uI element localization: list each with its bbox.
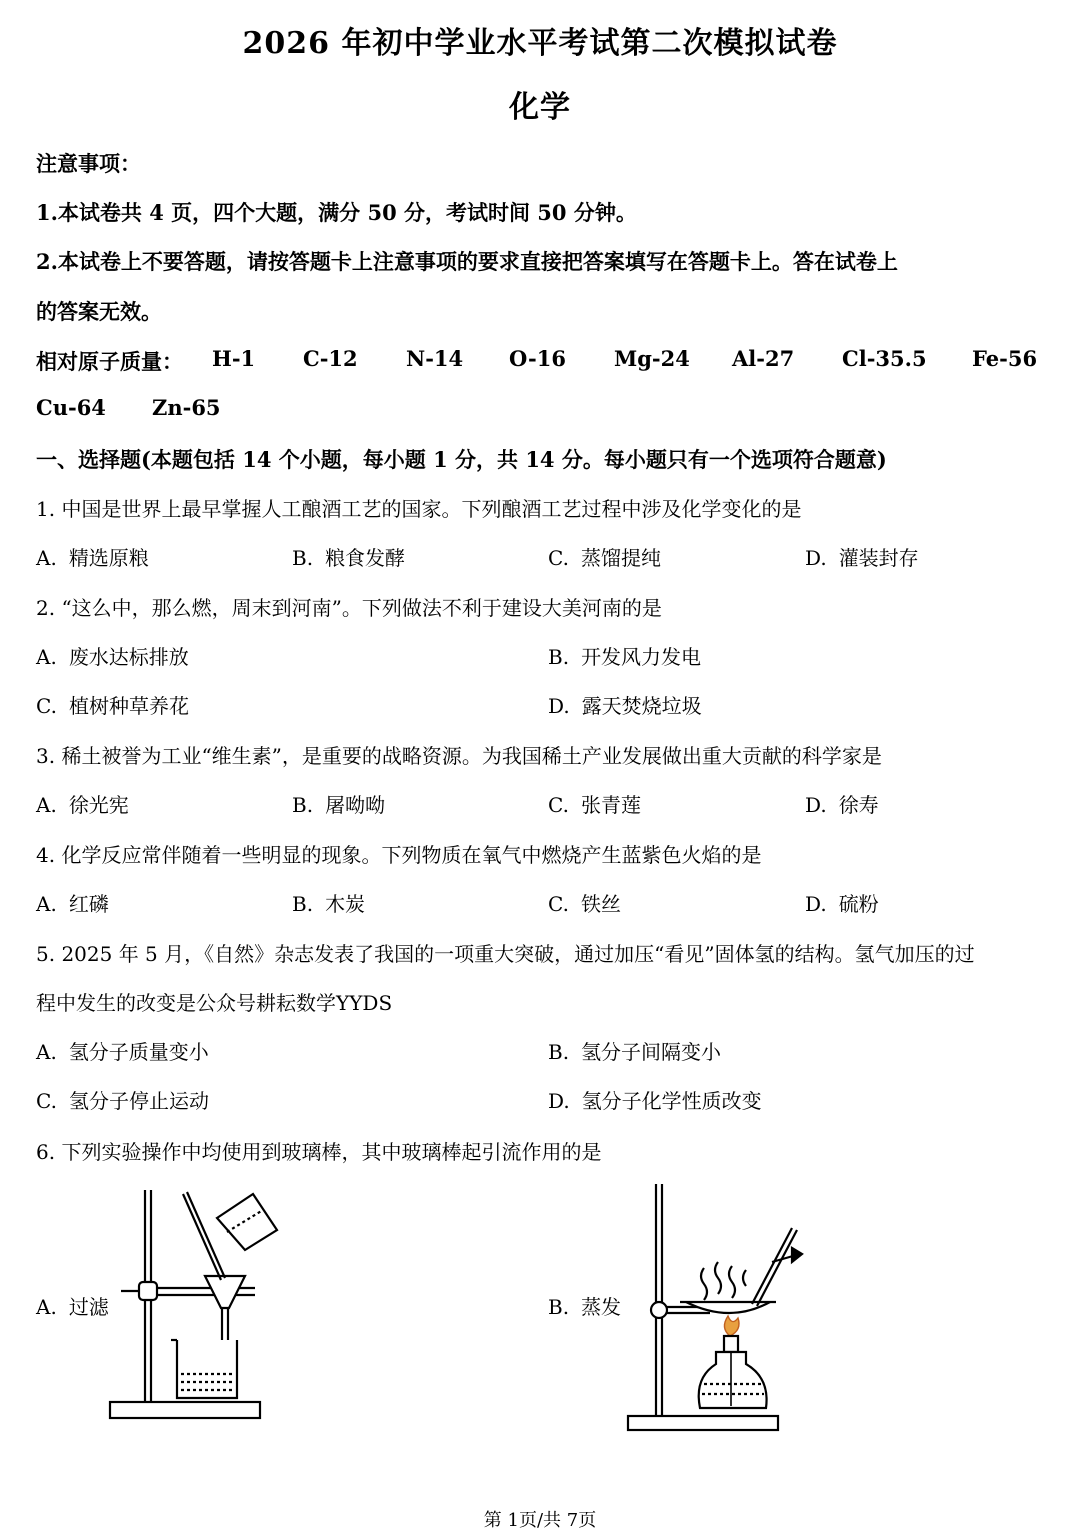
option-text: 精选原粮 xyxy=(68,546,149,570)
q6-option-a[interactable] xyxy=(36,1292,109,1322)
q5-option-d[interactable] xyxy=(548,1086,762,1116)
option-letter: A. xyxy=(36,1295,57,1319)
question-3-stem: 3. 稀土被誉为工业“维生素”，是重要的战略资源。为我国稀土产业发展做出重大贡献的科学家是 xyxy=(36,744,882,768)
q6-option-b[interactable] xyxy=(548,1292,621,1322)
q3-option-b[interactable] xyxy=(292,790,385,820)
q1-option-c[interactable] xyxy=(548,543,661,573)
option-text: 氢分子间隔变小 xyxy=(581,1040,722,1064)
option-text: 氢分子质量变小 xyxy=(68,1040,209,1064)
option-text: 蒸发 xyxy=(581,1295,622,1319)
q5-option-c[interactable] xyxy=(36,1086,209,1116)
option-letter: D. xyxy=(805,793,827,817)
atomic-mass-item: Fe-56 xyxy=(972,346,1038,371)
option-text: 硫粉 xyxy=(838,892,879,916)
option-letter: B. xyxy=(548,645,570,669)
q1-option-d[interactable] xyxy=(805,543,919,573)
evaporation-apparatus-illustration xyxy=(620,1178,820,1438)
q5-option-a[interactable] xyxy=(36,1037,209,1067)
q2-option-a[interactable] xyxy=(36,642,189,672)
q2-option-b[interactable] xyxy=(548,642,701,672)
option-letter: A. xyxy=(36,1040,57,1064)
q4-option-b[interactable] xyxy=(292,889,365,919)
option-letter: D. xyxy=(548,1089,570,1113)
atomic-mass-item: N-14 xyxy=(406,346,464,371)
q4-option-a[interactable] xyxy=(36,889,109,919)
atomic-mass-item: Cl-35.5 xyxy=(842,346,927,371)
option-letter: C. xyxy=(548,793,569,817)
question-2-stem: 2. “这么中，那么燃，周末到河南”。下列做法不利于建设大美河南的是 xyxy=(36,596,662,620)
option-text: 灌装封存 xyxy=(838,546,919,570)
option-text: 开发风力发电 xyxy=(581,645,702,669)
option-text: 氢分子化学性质改变 xyxy=(581,1089,762,1113)
option-text: 张青莲 xyxy=(580,793,641,817)
option-letter: A. xyxy=(36,645,57,669)
option-text: 徐光宪 xyxy=(68,793,129,817)
filtration-apparatus-illustration xyxy=(105,1180,305,1430)
question-5-stem-line-2: 程中发生的改变是公众号耕耘数学YYDS xyxy=(36,991,393,1015)
option-text: 徐寿 xyxy=(838,793,879,817)
option-letter: D. xyxy=(805,546,827,570)
q4-option-c[interactable] xyxy=(548,889,621,919)
q3-option-d[interactable] xyxy=(805,790,879,820)
option-text: 粮食发酵 xyxy=(325,546,406,570)
question-1-stem: 1. 中国是世界上最早掌握人工酿酒工艺的国家。下列酿酒工艺过程中涉及化学变化的是 xyxy=(36,497,802,521)
option-text: 露天焚烧垃圾 xyxy=(581,694,702,718)
atomic-mass-item: Zn-65 xyxy=(152,395,221,420)
option-text: 红磷 xyxy=(68,892,109,916)
option-text: 蒸馏提纯 xyxy=(580,546,661,570)
option-letter: D. xyxy=(548,694,570,718)
option-text: 铁丝 xyxy=(580,892,621,916)
atomic-mass-label: 相对原子质量： xyxy=(36,349,183,374)
subject-title: 化学 xyxy=(509,90,571,125)
option-letter: C. xyxy=(36,694,57,718)
option-text: 屠呦呦 xyxy=(325,793,386,817)
atomic-mass-item: C-12 xyxy=(303,346,358,371)
question-4-stem: 4. 化学反应常伴随着一些明显的现象。下列物质在氧气中燃烧产生蓝紫色火焰的是 xyxy=(36,843,762,867)
exam-title: 2026 年初中学业水平考试第二次模拟试卷 xyxy=(242,26,838,61)
atomic-mass-item: Cu-64 xyxy=(36,395,106,420)
option-text: 废水达标排放 xyxy=(68,645,189,669)
option-text: 氢分子停止运动 xyxy=(68,1089,209,1113)
q1-option-b[interactable] xyxy=(292,543,405,573)
option-letter: B. xyxy=(292,793,314,817)
notice-item-1: 1.本试卷共 4 页，四个大题，满分 50 分，考试时间 50 分钟。 xyxy=(36,200,637,225)
option-letter: C. xyxy=(36,1089,57,1113)
option-letter: A. xyxy=(36,546,57,570)
option-letter: A. xyxy=(36,793,57,817)
option-letter: B. xyxy=(548,1295,570,1319)
notice-item-2-line-2: 的答案无效。 xyxy=(36,299,162,324)
option-text: 植树种草养花 xyxy=(68,694,189,718)
section-heading: 一、选择题(本题包括 14 个小题，每小题 1 分，共 14 分。每小题只有一个选项符合题意) xyxy=(36,447,887,472)
q4-option-d[interactable] xyxy=(805,889,879,919)
page-number: 第 1页/共 7页 xyxy=(483,1510,597,1531)
q3-option-c[interactable] xyxy=(548,790,641,820)
atomic-mass-item: Mg-24 xyxy=(614,346,690,371)
option-text: 过滤 xyxy=(68,1295,109,1319)
option-letter: B. xyxy=(548,1040,570,1064)
q1-option-a[interactable] xyxy=(36,543,149,573)
atomic-mass-item: Al-27 xyxy=(732,346,795,371)
q5-option-b[interactable] xyxy=(548,1037,721,1067)
question-5-stem-line-1: 5. 2025 年 5 月，《自然》杂志发表了我国的一项重大突破，通过加压“看见”固体氢的结构。氢气加压的过 xyxy=(36,942,975,966)
q2-option-c[interactable] xyxy=(36,691,189,721)
option-letter: D. xyxy=(805,892,827,916)
q3-option-a[interactable] xyxy=(36,790,129,820)
atomic-mass-item: H-1 xyxy=(212,346,256,371)
notice-item-2-line-1: 2.本试卷上不要答题，请按答题卡上注意事项的要求直接把答案填写在答题卡上。答在试卷上 xyxy=(36,249,898,274)
option-letter: B. xyxy=(292,892,314,916)
option-letter: C. xyxy=(548,892,569,916)
question-6-stem: 6. 下列实验操作中均使用到玻璃棒，其中玻璃棒起引流作用的是 xyxy=(36,1140,602,1164)
atomic-mass-item: O-16 xyxy=(509,346,567,371)
option-letter: B. xyxy=(292,546,314,570)
q2-option-d[interactable] xyxy=(548,691,702,721)
option-text: 木炭 xyxy=(325,892,366,916)
option-letter: A. xyxy=(36,892,57,916)
option-letter: C. xyxy=(548,546,569,570)
notice-heading: 注意事项： xyxy=(36,151,141,176)
